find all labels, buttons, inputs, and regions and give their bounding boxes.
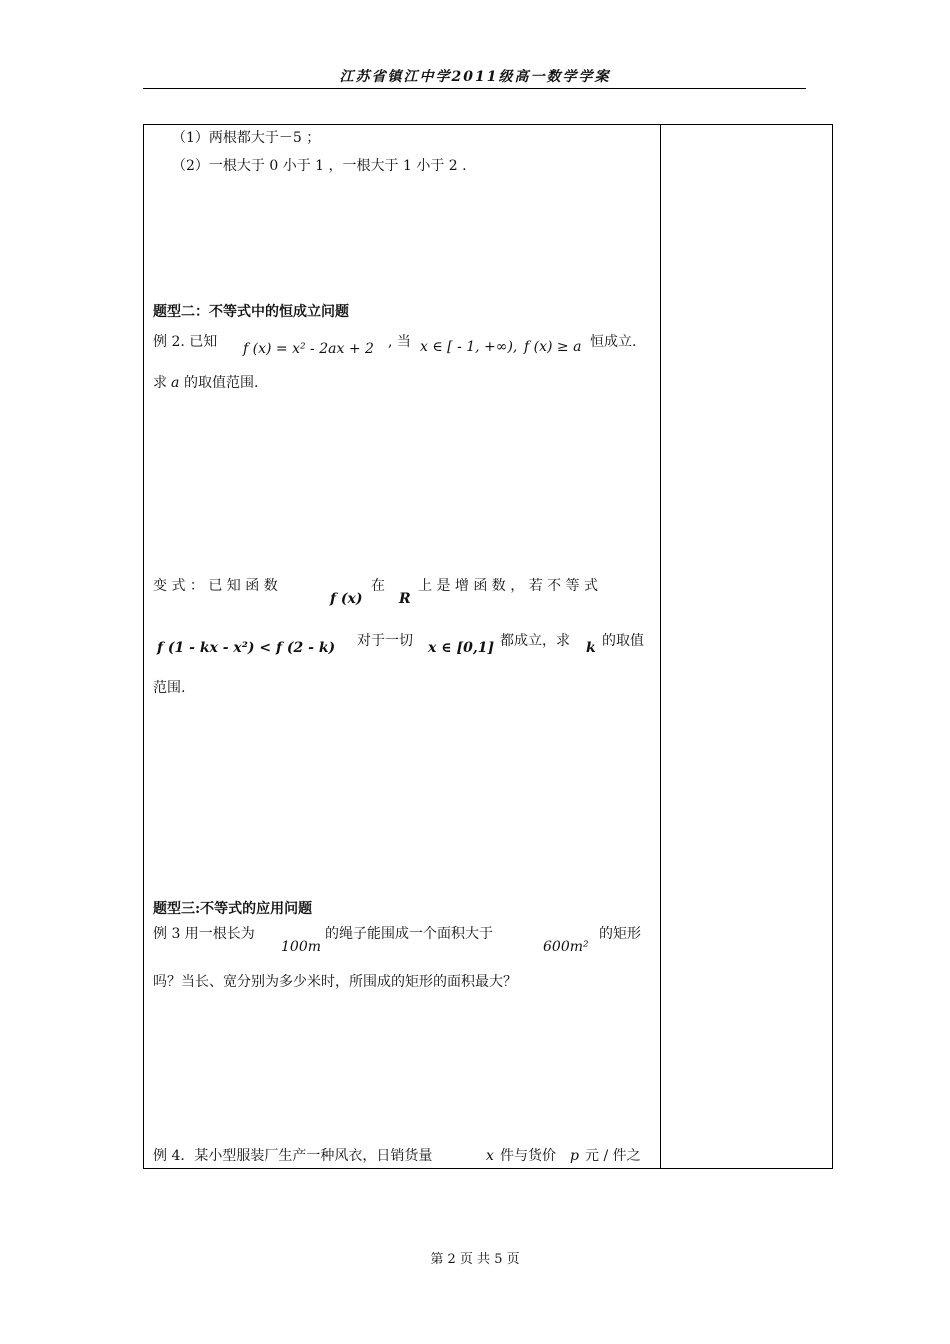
ex3-line2: 吗？当长、宽分别为多少米时，所围成的矩形的面积最大？	[153, 974, 517, 990]
ex4-p: p	[570, 1148, 579, 1164]
ex3-area: 600m²	[543, 939, 589, 955]
ex4-line-a: 例 4．某小型服装厂生产一种风衣，日销货量	[153, 1148, 433, 1164]
ex3-line1-a: 例 3 用一根长为	[153, 926, 255, 942]
variant-line2-c: 的取值	[602, 633, 644, 649]
variant-zai: 在	[371, 578, 385, 594]
variant-inequality: f (1 - kx - x²) < f (2 - k)	[157, 640, 336, 656]
ex3-length: 100m	[281, 939, 321, 955]
header-title: 江苏省镇江中学2011级高一数学学案	[339, 69, 611, 85]
table-column-divider	[660, 124, 661, 1169]
ex3-line1-b: 的绳子能围成一个面积大于	[325, 926, 493, 942]
ex4-line-c: 元 / 件之	[585, 1148, 641, 1164]
ex2-domain: x ∈ [ - 1, +∞),	[420, 339, 518, 355]
ex2-condition: f (x) ≥ a	[524, 339, 582, 355]
ex4-x: x	[486, 1148, 494, 1164]
q1-item-2: （2）一根大于 0 小于 1 ，一根大于 1 小于 2 .	[172, 158, 467, 174]
ex2-var: a	[171, 375, 180, 391]
page-footer: 第 2 页 共 5 页	[430, 1252, 520, 1267]
ex3-line1-c: 的矩形	[599, 926, 641, 942]
section3-heading: 题型三:不等式的应用问题	[153, 901, 313, 917]
ex2-when: , 当	[388, 334, 411, 350]
ex2-prefix: 例 2. 已知	[153, 334, 218, 350]
ex2-formula: f (x) = x² - 2ax + 2	[243, 341, 374, 357]
variant-line1-a: 变 式 ： 已 知 函 数	[153, 578, 278, 594]
variant-line3: 范围.	[153, 680, 186, 696]
variant-line2-a: 对于一切	[357, 633, 413, 649]
variant-k: k	[586, 640, 596, 656]
ex2-suffix: 恒成立.	[590, 334, 637, 350]
ex2-line2-a: 求	[153, 375, 167, 391]
variant-line2-b: 都成立，求	[500, 633, 570, 649]
ex4-line-b: 件与货价	[500, 1148, 556, 1164]
q1-item-1: （1）两根都大于－5 ；	[172, 130, 321, 146]
variant-fx: f (x)	[330, 591, 363, 607]
section2-heading: 题型二：不等式中的恒成立问题	[153, 304, 349, 320]
variant-domain: x ∈ [0,1]	[428, 640, 495, 656]
variant-R: R	[399, 591, 411, 607]
header-rule	[143, 88, 806, 89]
ex2-line2-b: 的取值范围.	[184, 375, 259, 391]
variant-line1-b: 上 是 增 函 数 ， 若 不 等 式	[418, 578, 599, 594]
